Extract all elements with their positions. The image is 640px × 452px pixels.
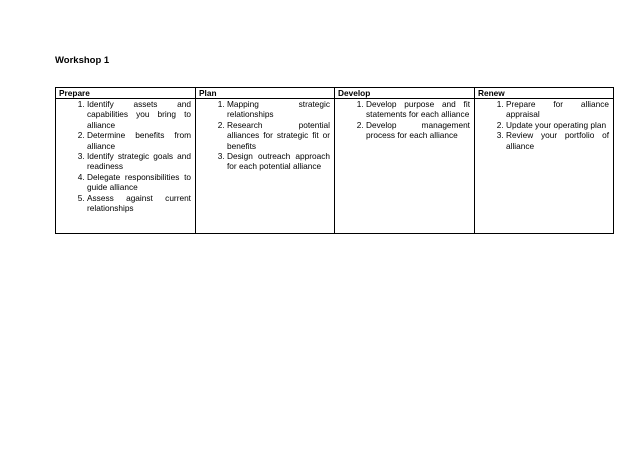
document-title: Workshop 1 xyxy=(55,55,110,66)
develop-list xyxy=(338,99,470,141)
list-item: 3. Review your portfolio of alliance xyxy=(506,130,609,151)
prepare-list xyxy=(59,99,191,213)
table-row xyxy=(56,99,614,234)
table-header-row xyxy=(56,88,614,99)
column-header-renew: Renew xyxy=(475,88,614,99)
list-item: 2. Determine benefits from alliance xyxy=(87,130,191,151)
prepare-cell xyxy=(56,99,196,234)
list-item: 1. Identify assets and capabilities you bring to alliance xyxy=(87,99,191,130)
list-item: 3. Identify strategic goals and readiness xyxy=(87,151,191,172)
list-item: 1. Mapping strategic relationships xyxy=(227,99,330,120)
list-item: 2. Research potential alliances for strategic fit or benefits xyxy=(227,120,330,151)
renew-cell xyxy=(475,99,614,234)
list-item: 2. Develop management process for each alliance xyxy=(366,120,470,141)
list-item: 1. Prepare for alliance appraisal xyxy=(506,99,609,120)
column-header-prepare: Prepare xyxy=(56,88,196,99)
column-header-plan: Plan xyxy=(196,88,335,99)
plan-list xyxy=(199,99,330,172)
workshop-table xyxy=(55,87,614,234)
renew-list xyxy=(478,99,609,151)
list-item: 3. Design outreach approach for each potential alliance xyxy=(227,151,330,172)
column-header-develop: Develop xyxy=(335,88,475,99)
list-item: 4. Delegate responsibilities to guide alliance xyxy=(87,172,191,193)
list-item: 1. Develop purpose and fit statements for each alliance xyxy=(366,99,470,120)
list-item: 5. Assess against current relationships xyxy=(87,193,191,214)
plan-cell xyxy=(196,99,335,234)
list-item: 2. Update your operating plan xyxy=(506,120,609,130)
develop-cell xyxy=(335,99,475,234)
